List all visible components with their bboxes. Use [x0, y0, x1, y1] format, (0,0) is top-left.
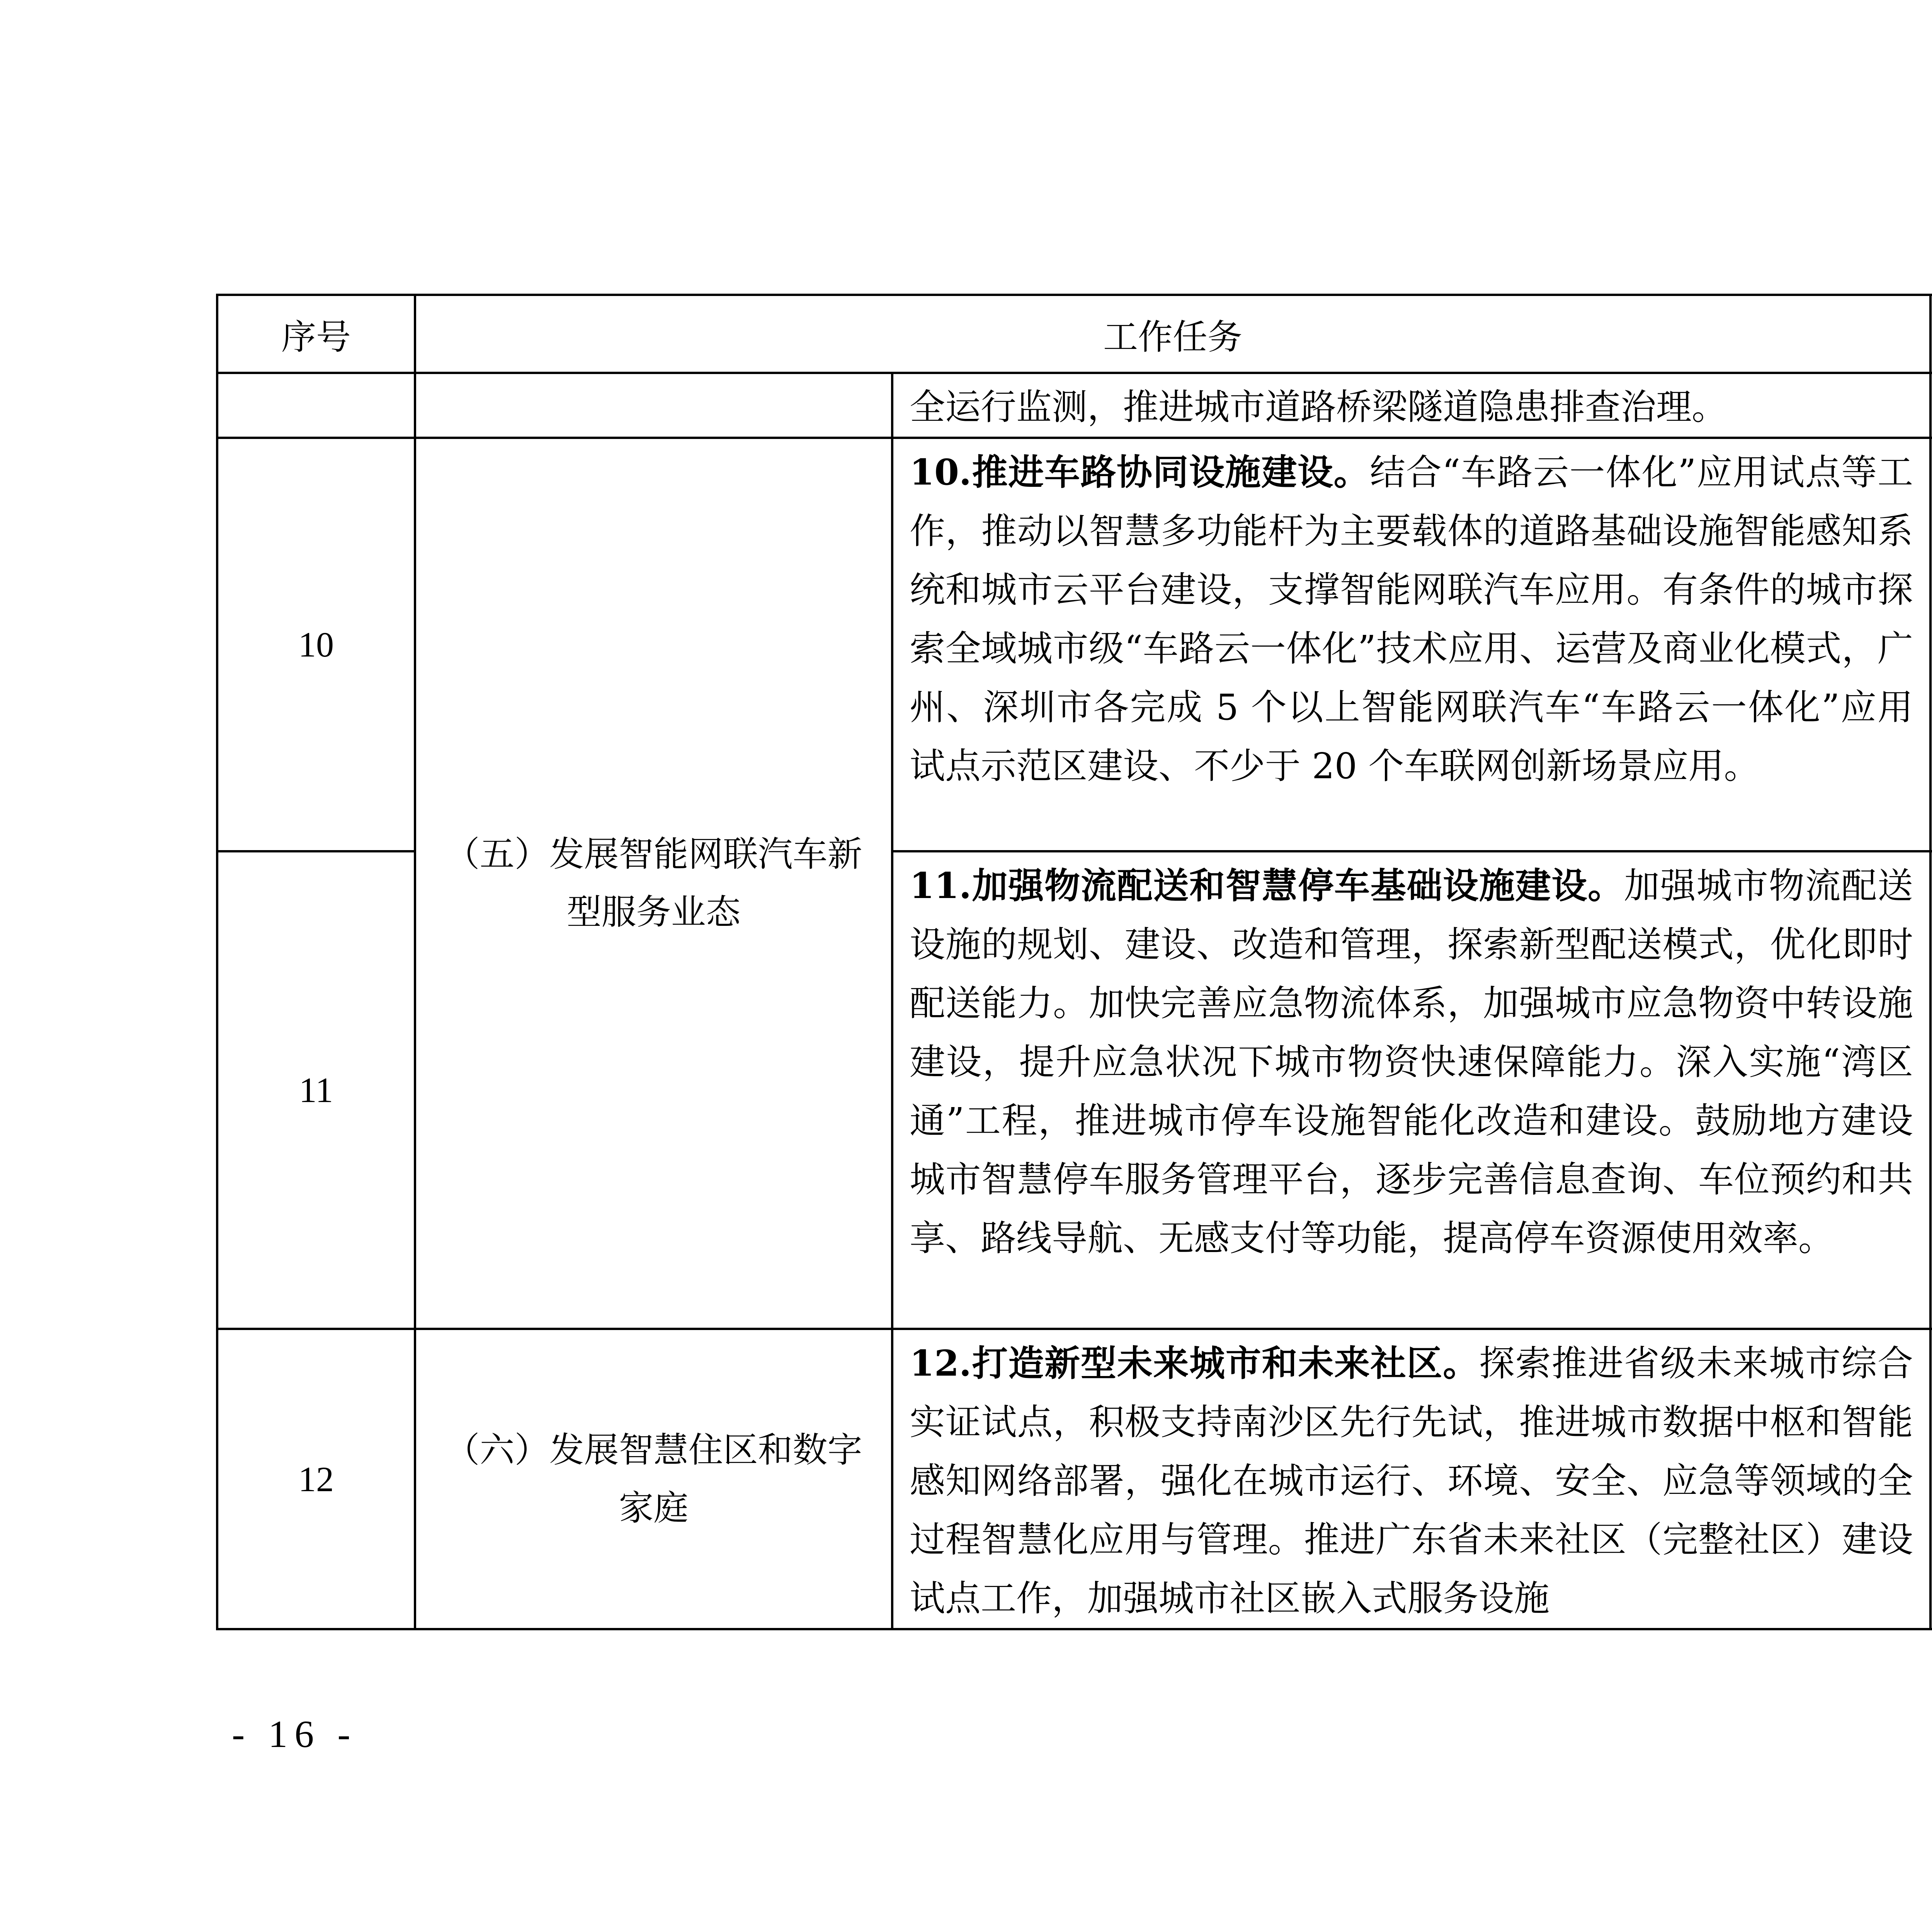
- row-task: [892, 1329, 1930, 1629]
- continuation-task: 全运行监测，推进城市道路桥梁隧道隐患排查治理。: [892, 373, 1930, 438]
- row-task: [892, 851, 1930, 1329]
- header-unit: [1930, 295, 1932, 373]
- continuation-category: [415, 373, 892, 438]
- task-body: 加强城市物流配送设施的规划、建设、改造和管理，探索新型配送模式，优化即时配送能力。加快完善应急物流体系，加强城市应急物资中转设施建设，提升应急状况下城市物资快速保障能力。深入实施“湾区通”工程，推进城市停车设施智能化改造和建设。鼓励地方建设城市智慧停车服务管理平台，逐步完善信息查询、车位预约和共享、路线导航、无感支付等功能，提高停车资源使用效率。: [910, 865, 1913, 1259]
- task-title: 10.推进车路协同设施建设。: [910, 451, 1370, 493]
- continuation-unit: [1930, 373, 1932, 438]
- row-seq: 11: [217, 851, 415, 1329]
- header-row: [217, 295, 1932, 373]
- row-category: （五）发展智能网联汽车新型服务业态: [415, 438, 892, 1329]
- row-task: [892, 438, 1930, 851]
- header-seq: 序号: [217, 295, 415, 373]
- table-row: [217, 438, 1932, 851]
- task-body: 探索推进省级未来城市综合实证试点，积极支持南沙区先行先试，推进城市数据中枢和智能感知网络部署，强化在城市运行、环境、安全、应急等领域的全过程智慧化应用与管理。推进广东省未来社区（完整社区）建设试点工作，加强城市社区嵌入式服务设施: [910, 1343, 1913, 1619]
- row-unit: [1930, 851, 1932, 1329]
- task-title: 11.加强物流配送和智慧停车基础设施建设。: [910, 865, 1624, 907]
- row-unit: [1930, 438, 1932, 851]
- continuation-seq: [217, 373, 415, 438]
- page-number: - 16 -: [232, 1713, 357, 1755]
- row-unit: [1930, 1329, 1932, 1629]
- task-title: 12.打造新型未来城市和未来社区。: [910, 1342, 1479, 1384]
- task-body: 结合“车路云一体化”应用试点等工作，推动以智慧多功能杆为主要载体的道路基础设施智能感知系统和城市云平台建设，支撑智能网联汽车应用。有条件的城市探索全域城市级“车路云一体化”技术应用、运营及商业化模式，广州、深圳市各完成 5 个以上智能网联汽车“车路云一体化”应用试点示范区建设、不少于 20 个车联网创新场景应用。: [910, 452, 1913, 787]
- continuation-row: [217, 373, 1932, 438]
- table-row: [217, 1329, 1932, 1629]
- header-task: 工作任务: [415, 295, 1930, 373]
- task-table: [216, 294, 1932, 1630]
- row-category: （六）发展智慧住区和数字家庭: [415, 1329, 892, 1629]
- row-seq: 10: [217, 438, 415, 851]
- row-seq: 12: [217, 1329, 415, 1629]
